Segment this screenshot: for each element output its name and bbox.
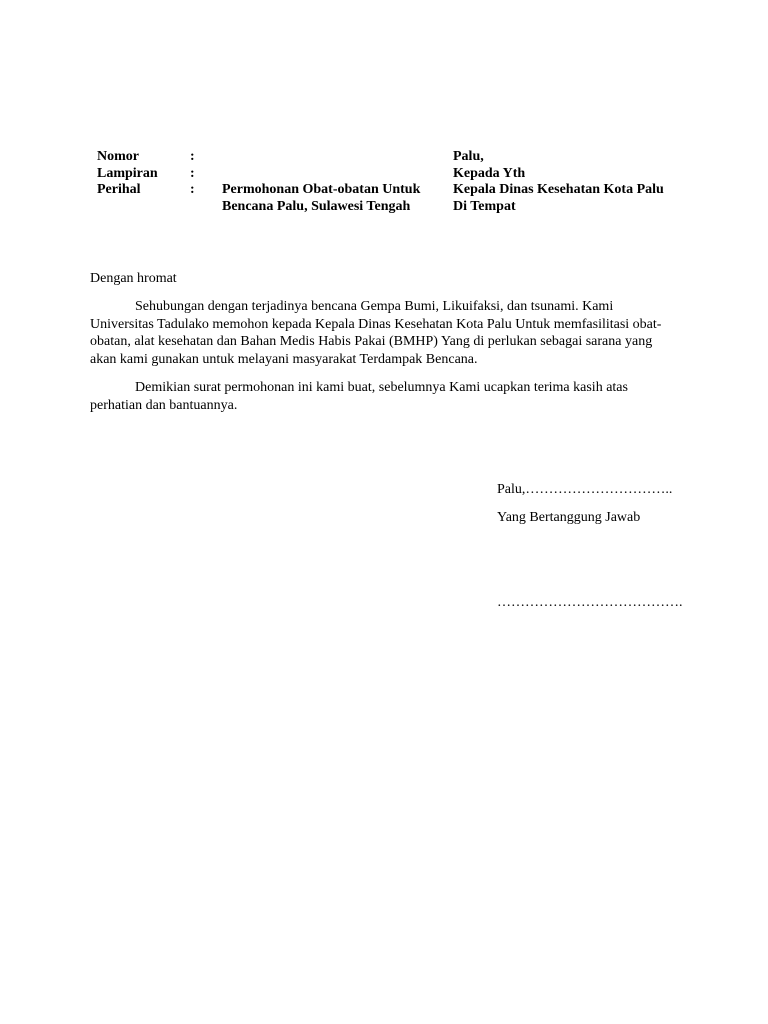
lampiran-label: Lampiran [97,166,158,181]
greeting: Dengan hromat [90,271,177,286]
body-paragraph-1: Sehubungan dengan terjadinya bencana Gempa Bumi, Likuifaksi, dan tsunami. Kami Universitas Tadulako memohon kepada Kepala Dinas Kesehatan Kota Palu Untuk memfasilitasi obat-obatan, alat kesehatan dan Bahan Medis Habis Pakai (BMHP) Yang di perlukan sebagai sarana yang akan kami gunakan untuk melayani masyarakat Terdampak Bencana. [90,299,662,367]
signature-place-date: Palu,………………………….. [497,482,673,497]
signature-name-line: …………………………………. [497,595,683,610]
address-recipient: Kepala Dinas Kesehatan Kota Palu [453,182,664,197]
nomor-label: Nomor [97,149,139,164]
address-place: Palu, [453,149,484,164]
nomor-colon: : [190,149,195,164]
address-kepada: Kepada Yth [453,166,526,181]
perihal-colon: : [190,182,195,197]
perihal-label: Perihal [97,182,141,197]
address-location: Di Tempat [453,199,516,214]
lampiran-colon: : [190,166,195,181]
perihal-value: Permohonan Obat-obatan Untuk Bencana Palu, Sulawesi Tengah [222,182,421,214]
signature-responsible: Yang Bertanggung Jawab [497,510,641,525]
body-paragraph-2: Demikian surat permohonan ini kami buat, sebelumnya Kami ucapkan terima kasih atas perhatian dan bantuannya. [90,380,628,413]
